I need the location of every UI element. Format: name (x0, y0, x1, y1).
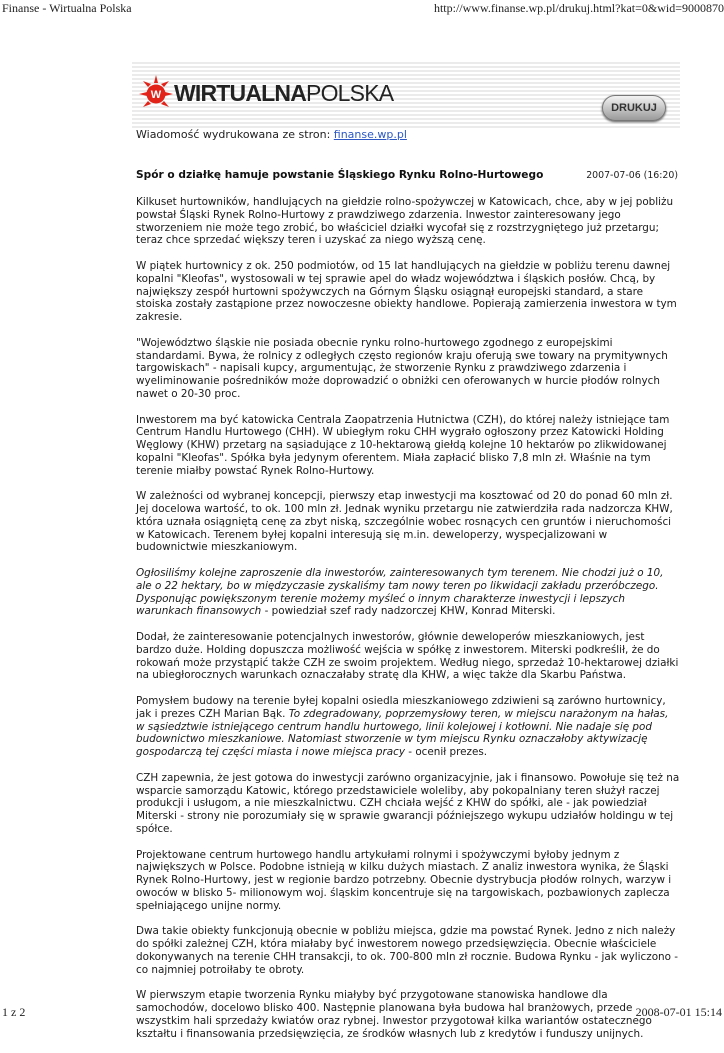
print-timestamp: 2008-07-01 15:14 (635, 1005, 722, 1019)
page-number: 1 z 2 (2, 1005, 26, 1019)
site-banner (132, 60, 680, 130)
print-footer (0, 1004, 724, 1024)
wp-logo-icon (138, 74, 174, 114)
svg-text:W: W (150, 89, 162, 101)
wp-logo-text (174, 80, 393, 107)
logo-text-thin: POLSKA (306, 80, 394, 106)
quote-attribution: - ocenił prezes. (404, 746, 488, 758)
article-body (136, 196, 680, 1053)
logo-text-bold: WIRTUALNA (174, 80, 307, 106)
article-paragraph: Dodał, że zainteresowanie potencjalnych inwestorów, głównie deweloperów mieszkaniowych, jest bardzo duże. Holding dopuszcza możliwość wejścia w spółkę z inwestorem. Miterski podkreślił, że do rokowań może przystąpić także CZH ze swoim projektem. Według niego, sprzedaż 10-hektarowej działki na ubiegłorocznych warunkach oznaczałaby stratę dla KHW, a więc także dla Skarbu Państwa. (136, 631, 679, 682)
article-paragraph: Projektowane centrum hurtowego handlu artykułami rolnymi i spożywczymi byłoby jednym z największych w Polsce. Podobne istnieją w kilku dużych miastach. Z analiz inwestora wynika, że Śląski Rynek Rolno-Hurtowy, jest w regionie bardzo potrzebny. Obecnie dystrybucja płodów rolnych, warzyw i owoców w blisko 5- milionowym woj. śląskim koncentruje się na targowiskach, pozbawionych zaplecza spełniającego unijne normy. (136, 848, 672, 912)
source-link[interactable]: finanse.wp.pl (333, 128, 407, 141)
print-page-url: http://www.finanse.wp.pl/drukuj.html?kat=0&wid=9000870 (433, 1, 724, 15)
article-paragraph: CZH zapewnia, że jest gotowa do inwestycji zarówno organizacyjnie, jak i finansowo. Powołuje się też na wsparcie samorządu Katowic, którego przedstawiciele woleliby, aby pokopalniany teren służył raczej produkcji i usługom, a nie mieszkalnictwu. CZH chciała wejść z KHW do spółki, ale - jak powiedział Miterski - strony nie porozumiały się w sprawie gwarancji późniejszego wykupu udziałów holdingu w tej spółce. (136, 771, 680, 835)
article-datetime: 2007-07-06 (16:20) (586, 170, 678, 181)
quote-attribution: - powiedział szef rady nadzorczej KHW, Konrad Miterski. (261, 605, 556, 618)
article-paragraph (136, 567, 680, 618)
article-paragraph: W piątek hurtownicy z ok. 250 podmiotów, od 15 lat handlujących na giełdzie w pobliżu terenu dawnej kopalni "Kleofas", wystosowali w tej sprawie apel do władz województwa i śląskich posłów. Chcą, by największy zespół hurtowni spożywczych na Górnym Śląsku osiągnął europejski standard, a stare stoiska zostały zastąpione przez nowoczesne obiekty handlowe. Popierają zamierzenia inwestora w tym zakresie. (136, 260, 677, 323)
print-page-title: Finanse - Wirtualna Polska (2, 1, 132, 15)
article-paragraph: Dwa takie obiekty funkcjonują obecnie w pobliżu miejsca, gdzie ma powstać Rynek. Jedno z nich należy do spółki zależnej CZH, która miałaby być inwestorem nowego przedsięwzięcia. Obecnie właściciele dokonywanych na terenie CHH transakcji, to ok. 700-800 mln zł rocznie. Budowa Rynku - jak wyliczono - co najmniej potroiłaby te obroty. (136, 925, 679, 976)
quote-italic: Ogłosiliśmy kolejne zaproszenie dla inwestorów, zainteresowanych tym terenem. Nie chodzi już o 10, ale o 22 hektary, bo w międzyczasie zyskaliśmy tam nowy teren po likwidacji zakładu przeróbczego. Dysponując powiększonym terenie możemy myśleć o innym charakterze inwestycji i lepszych warunkach finansowych (136, 567, 664, 618)
article-paragraph: Kilkuset hurtowników, handlujących na giełdzie rolno-spożywczej w Katowicach, chce, aby w jej pobliżu powstał Śląski Rynek Rolno-Hurtowy z prawdziwego zdarzenia. Inwestor zainteresowany jego stworzeniem nie może tego zrobić, bo właściciel działki wycofał się z rozstrzygniętego już przetargu; teraz chce sprzedać większy teren i uzyskać za niego wyższą cenę. (136, 196, 674, 247)
quote-italic: To zdegradowany, poprzemysłowy teren, w miejscu narażonym na hałas, w sąsiedztwie istniejącego centrum handlu hurtowego, linii kolejowej i kotłowni. Nie nadaje się pod budownictwo mieszkaniowe. Natomiast stworzenie w tym miejscu Rynku oznaczałoby aktywizację gospodarczą tej części miasta i nowe miejsca pracy (136, 707, 669, 758)
article-paragraph: W pierwszym etapie tworzenia Rynku miałyby być przygotowane stanowiska handlowe dla samochodów, docelowo blisko 400. Następnie planowana była budowa hal branżowych, przede wszystkim hali sprzedaży kwiatów oraz rybnej. Inwestor przygotował kilka wariantów ostatecznego kształtu i finansowania przedsięwzięcia, ze środków własnych lub z kredytów i funduszy unijnych. (136, 989, 652, 1040)
paragraph-lead: Pomysłem budowy na terenie byłej kopalni osiedla mieszkaniowego zdziwieni są zarówno hurtownicy, jak i prezes CZH Marian Bąk. (136, 695, 666, 720)
print-header (0, 0, 724, 16)
source-line (136, 128, 407, 141)
article-paragraph: "Województwo śląskie nie posiada obecnie rynku rolno-hurtowego zgodnego z europejskimi standardami. Bywa, że rolnicy z odległych często regionów kraju oferują swe towary na prymitywnych targowiskach" - napisali kupcy, argumentując, że stworzenie Rynku z prawdziwego zdarzenia i wyeliminowanie pośredników może doprowadzić o obniżki cen oferowanych w hurcie płodów rolnych nawet o 20-30 proc. (136, 336, 668, 400)
source-label: Wiadomość wydrukowana ze stron: (136, 128, 334, 141)
print-button[interactable]: DRUKUJ (602, 95, 666, 121)
article-paragraph: W zależności od wybranej koncepcji, pierwszy etap inwestycji ma kosztować od 20 do ponad 60 mln zł. Jej docelowa wartość, to ok. 100 mln zł. Jednak wyniku przetargu nie zatwierdziła rada nadzorcza KHW, która uznała osiągniętą cenę za zbyt niską, szczególnie wobec rosnących cen gruntów i nieruchomości w Katowicach. Terenem byłej kopalni interesują się m.in. deweloperzy, wyspecjalizowani w budownictwie mieszkaniowym. (136, 490, 673, 554)
article-title: Spór o działkę hamuje powstanie Śląskiego Rynku Rolno-Hurtowego (136, 169, 544, 181)
article-paragraph: Inwestorem ma być katowicka Centrala Zaopatrzenia Hutnictwa (CZH), do której należy istniejące tam Centrum Handlu Hurtowego (CHH). W ubiegłym roku CHH wygrało ogłoszony przez Katowicki Holding Węglowy (KHW) przetarg na sąsiadujące z 10-hektarową giełdą kolejne 10 hektarów po zlikwidowanej kopalni "Kleofas". Spółka była jedynym oferentem. Miała zapłacić blisko 7,8 mln zł. Właśnie na tym terenie miałby powstać Rynek Rolno-Hurtowy. (136, 413, 670, 477)
article-paragraph (136, 695, 680, 759)
